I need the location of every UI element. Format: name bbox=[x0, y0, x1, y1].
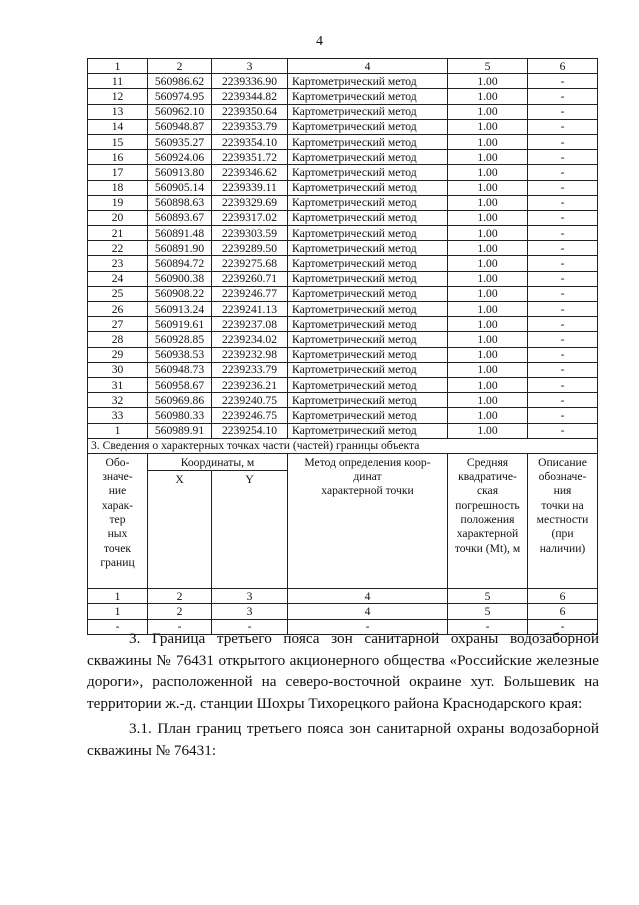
y-coordinate-cell: 2239275.68 bbox=[212, 256, 288, 271]
description-cell: - bbox=[528, 210, 598, 225]
description-cell: - bbox=[528, 377, 598, 392]
table-row bbox=[88, 332, 598, 347]
column-number-cell: 6 bbox=[528, 59, 598, 74]
section-title-row bbox=[88, 438, 598, 453]
description-cell: - bbox=[528, 423, 598, 438]
description-cell: - bbox=[528, 286, 598, 301]
x-coordinate-cell: 560908.22 bbox=[148, 286, 212, 301]
point-number-cell: 24 bbox=[88, 271, 148, 286]
description-cell: - bbox=[528, 104, 598, 119]
section-3-cell: 6 bbox=[528, 589, 598, 604]
point-number-cell: 32 bbox=[88, 393, 148, 408]
x-coordinate-cell: 560948.87 bbox=[148, 119, 212, 134]
x-coordinate-cell: 560893.67 bbox=[148, 210, 212, 225]
description-cell: - bbox=[528, 134, 598, 149]
section-3-cell: - bbox=[528, 619, 598, 634]
table-row bbox=[88, 589, 598, 604]
description-cell: - bbox=[528, 195, 598, 210]
y-coordinate-cell: 2239346.62 bbox=[212, 165, 288, 180]
page-number: 4 bbox=[316, 34, 323, 49]
table-row bbox=[88, 165, 598, 180]
method-cell: Картометрический метод bbox=[288, 180, 448, 195]
method-cell: Картометрический метод bbox=[288, 74, 448, 89]
section-3-cell: 2 bbox=[148, 604, 212, 619]
paragraph-3-1-text: 3.1. План границ третьего пояса зон санитарной охраны водозаборной скважины № 76431: bbox=[87, 720, 599, 759]
x-coordinate-cell: 560898.63 bbox=[148, 195, 212, 210]
column-number-cell: 1 bbox=[88, 59, 148, 74]
x-coordinate-cell: 560891.90 bbox=[148, 241, 212, 256]
y-coordinate-cell: 2239344.82 bbox=[212, 89, 288, 104]
precision-cell: 1.00 bbox=[448, 347, 528, 362]
section-3-cell: - bbox=[212, 619, 288, 634]
x-coordinate-cell: 560969.86 bbox=[148, 393, 212, 408]
table-row bbox=[88, 362, 598, 377]
y-coordinate-cell: 2239339.11 bbox=[212, 180, 288, 195]
precision-cell: 1.00 bbox=[448, 150, 528, 165]
precision-cell: 1.00 bbox=[448, 165, 528, 180]
description-cell: - bbox=[528, 302, 598, 317]
paragraph-3 bbox=[87, 628, 599, 714]
paragraph-3-text: 3. Граница третьего пояса зон санитарной охраны водозаборной скважины № 76431 открытого акционерного общества «Российские железные дороги», расположенной на северо-восточной окраине хут. Большевик на территории ж.-д. станции Шохры Тихорецкого района Краснодарского края: bbox=[87, 630, 599, 712]
x-coordinate-cell: 560948.73 bbox=[148, 362, 212, 377]
table-row bbox=[88, 604, 598, 619]
table-row bbox=[88, 180, 598, 195]
method-cell: Картометрический метод bbox=[288, 165, 448, 180]
column-number-row bbox=[88, 59, 598, 74]
y-coordinate-cell: 2239317.02 bbox=[212, 210, 288, 225]
description-cell: - bbox=[528, 180, 598, 195]
table-row bbox=[88, 195, 598, 210]
column-number-cell: 2 bbox=[148, 59, 212, 74]
y-coordinate-cell: 2239234.02 bbox=[212, 332, 288, 347]
method-cell: Картометрический метод bbox=[288, 104, 448, 119]
method-cell: Картометрический метод bbox=[288, 286, 448, 301]
section-3-cell: - bbox=[448, 619, 528, 634]
table-row bbox=[88, 104, 598, 119]
table-row bbox=[88, 393, 598, 408]
method-cell: Картометрический метод bbox=[288, 150, 448, 165]
y-coordinate-cell: 2239303.59 bbox=[212, 226, 288, 241]
point-number-cell: 31 bbox=[88, 377, 148, 392]
x-coordinate-cell: 560962.10 bbox=[148, 104, 212, 119]
x-coordinate-cell: 560913.24 bbox=[148, 302, 212, 317]
table-row bbox=[88, 256, 598, 271]
precision-cell: 1.00 bbox=[448, 302, 528, 317]
header-coordinates: Координаты, м bbox=[148, 453, 288, 470]
table-row bbox=[88, 74, 598, 89]
method-cell: Картометрический метод bbox=[288, 393, 448, 408]
point-number-cell: 27 bbox=[88, 317, 148, 332]
y-coordinate-cell: 2239233.79 bbox=[212, 362, 288, 377]
point-number-cell: 18 bbox=[88, 180, 148, 195]
precision-cell: 1.00 bbox=[448, 210, 528, 225]
point-number-cell: 33 bbox=[88, 408, 148, 423]
coordinates-table bbox=[87, 58, 598, 635]
y-coordinate-cell: 2239246.77 bbox=[212, 286, 288, 301]
y-coordinate-cell: 2239237.08 bbox=[212, 317, 288, 332]
x-coordinate-cell: 560891.48 bbox=[148, 226, 212, 241]
description-cell: - bbox=[528, 347, 598, 362]
point-number-cell: 11 bbox=[88, 74, 148, 89]
precision-cell: 1.00 bbox=[448, 89, 528, 104]
table-row bbox=[88, 347, 598, 362]
method-cell: Картометрический метод bbox=[288, 271, 448, 286]
section-3-cell: 5 bbox=[448, 589, 528, 604]
method-cell: Картометрический метод bbox=[288, 119, 448, 134]
precision-cell: 1.00 bbox=[448, 362, 528, 377]
description-cell: - bbox=[528, 256, 598, 271]
precision-cell: 1.00 bbox=[448, 180, 528, 195]
precision-cell: 1.00 bbox=[448, 286, 528, 301]
point-number-cell: 20 bbox=[88, 210, 148, 225]
precision-cell: 1.00 bbox=[448, 226, 528, 241]
description-cell: - bbox=[528, 150, 598, 165]
y-coordinate-cell: 2239329.69 bbox=[212, 195, 288, 210]
table-row bbox=[88, 89, 598, 104]
method-cell: Картометрический метод bbox=[288, 89, 448, 104]
description-cell: - bbox=[528, 119, 598, 134]
precision-cell: 1.00 bbox=[448, 119, 528, 134]
method-cell: Картометрический метод bbox=[288, 302, 448, 317]
table-row bbox=[88, 119, 598, 134]
method-cell: Картометрический метод bbox=[288, 134, 448, 149]
point-number-cell: 22 bbox=[88, 241, 148, 256]
x-coordinate-cell: 560900.38 bbox=[148, 271, 212, 286]
description-cell: - bbox=[528, 241, 598, 256]
section-3-cell: 2 bbox=[148, 589, 212, 604]
section-3-cell: 1 bbox=[88, 589, 148, 604]
x-coordinate-cell: 560928.85 bbox=[148, 332, 212, 347]
x-coordinate-cell: 560894.72 bbox=[148, 256, 212, 271]
x-coordinate-cell: 560905.14 bbox=[148, 180, 212, 195]
table-row bbox=[88, 210, 598, 225]
section-3-cell: 3 bbox=[212, 589, 288, 604]
point-number-cell: 16 bbox=[88, 150, 148, 165]
point-number-cell: 14 bbox=[88, 119, 148, 134]
x-coordinate-cell: 560989.91 bbox=[148, 423, 212, 438]
x-coordinate-cell: 560919.61 bbox=[148, 317, 212, 332]
method-cell: Картометрический метод bbox=[288, 226, 448, 241]
x-coordinate-cell: 560924.06 bbox=[148, 150, 212, 165]
header-description: Описание обозначе- ния точки на местности (при наличии) bbox=[528, 453, 598, 588]
point-number-cell: 25 bbox=[88, 286, 148, 301]
precision-cell: 1.00 bbox=[448, 423, 528, 438]
point-number-cell: 30 bbox=[88, 362, 148, 377]
description-cell: - bbox=[528, 408, 598, 423]
y-coordinate-cell: 2239353.79 bbox=[212, 119, 288, 134]
point-number-cell: 23 bbox=[88, 256, 148, 271]
header-precision: Средняя квадратиче- ская погрешность положения характерной точки (Mt), м bbox=[448, 453, 528, 588]
header-y: Y bbox=[212, 471, 288, 589]
description-cell: - bbox=[528, 393, 598, 408]
method-cell: Картометрический метод bbox=[288, 362, 448, 377]
precision-cell: 1.00 bbox=[448, 393, 528, 408]
y-coordinate-cell: 2239289.50 bbox=[212, 241, 288, 256]
y-coordinate-cell: 2239260.71 bbox=[212, 271, 288, 286]
precision-cell: 1.00 bbox=[448, 241, 528, 256]
precision-cell: 1.00 bbox=[448, 332, 528, 347]
x-coordinate-cell: 560913.80 bbox=[148, 165, 212, 180]
table-row bbox=[88, 286, 598, 301]
column-number-cell: 5 bbox=[448, 59, 528, 74]
y-coordinate-cell: 2239336.90 bbox=[212, 74, 288, 89]
table-row bbox=[88, 408, 598, 423]
section-3-cell: 4 bbox=[288, 604, 448, 619]
description-cell: - bbox=[528, 362, 598, 377]
method-cell: Картометрический метод bbox=[288, 195, 448, 210]
method-cell: Картометрический метод bbox=[288, 423, 448, 438]
method-cell: Картометрический метод bbox=[288, 332, 448, 347]
y-coordinate-cell: 2239241.13 bbox=[212, 302, 288, 317]
section-3-cell: 6 bbox=[528, 604, 598, 619]
y-coordinate-cell: 2239254.10 bbox=[212, 423, 288, 438]
section-3-cell: 4 bbox=[288, 589, 448, 604]
table-row bbox=[88, 150, 598, 165]
precision-cell: 1.00 bbox=[448, 256, 528, 271]
description-cell: - bbox=[528, 165, 598, 180]
point-number-cell: 21 bbox=[88, 226, 148, 241]
method-cell: Картометрический метод bbox=[288, 317, 448, 332]
point-number-cell: 13 bbox=[88, 104, 148, 119]
point-number-cell: 29 bbox=[88, 347, 148, 362]
description-cell: - bbox=[528, 226, 598, 241]
table-row bbox=[88, 134, 598, 149]
y-coordinate-cell: 2239232.98 bbox=[212, 347, 288, 362]
description-cell: - bbox=[528, 332, 598, 347]
paragraph-3-1 bbox=[87, 718, 599, 761]
x-coordinate-cell: 560980.33 bbox=[148, 408, 212, 423]
method-cell: Картометрический метод bbox=[288, 377, 448, 392]
column-number-cell: 3 bbox=[212, 59, 288, 74]
y-coordinate-cell: 2239240.75 bbox=[212, 393, 288, 408]
precision-cell: 1.00 bbox=[448, 104, 528, 119]
method-cell: Картометрический метод bbox=[288, 210, 448, 225]
y-coordinate-cell: 2239351.72 bbox=[212, 150, 288, 165]
section-3-cell: 3 bbox=[212, 604, 288, 619]
table-row bbox=[88, 302, 598, 317]
header-point-designation: Обо- значе- ние харак- тер ных точек границ bbox=[88, 453, 148, 588]
precision-cell: 1.00 bbox=[448, 271, 528, 286]
section-3-cell: - bbox=[288, 619, 448, 634]
point-number-cell: 19 bbox=[88, 195, 148, 210]
table-row bbox=[88, 377, 598, 392]
method-cell: Картометрический метод bbox=[288, 408, 448, 423]
y-coordinate-cell: 2239246.75 bbox=[212, 408, 288, 423]
precision-cell: 1.00 bbox=[448, 74, 528, 89]
section-3-cell: - bbox=[88, 619, 148, 634]
section-3-title: 3. Сведения о характерных точках части (частей) границы объекта bbox=[88, 438, 598, 453]
precision-cell: 1.00 bbox=[448, 195, 528, 210]
point-number-cell: 15 bbox=[88, 134, 148, 149]
precision-cell: 1.00 bbox=[448, 134, 528, 149]
header-x: X bbox=[148, 471, 212, 589]
y-coordinate-cell: 2239354.10 bbox=[212, 134, 288, 149]
table-row bbox=[88, 226, 598, 241]
x-coordinate-cell: 560974.95 bbox=[148, 89, 212, 104]
method-cell: Картометрический метод bbox=[288, 256, 448, 271]
precision-cell: 1.00 bbox=[448, 317, 528, 332]
x-coordinate-cell: 560986.62 bbox=[148, 74, 212, 89]
x-coordinate-cell: 560938.53 bbox=[148, 347, 212, 362]
section-3-header-row bbox=[88, 453, 598, 470]
table-row bbox=[88, 241, 598, 256]
precision-cell: 1.00 bbox=[448, 408, 528, 423]
description-cell: - bbox=[528, 271, 598, 286]
table-row bbox=[88, 317, 598, 332]
point-number-cell: 17 bbox=[88, 165, 148, 180]
description-cell: - bbox=[528, 74, 598, 89]
method-cell: Картометрический метод bbox=[288, 347, 448, 362]
y-coordinate-cell: 2239350.64 bbox=[212, 104, 288, 119]
section-3-cell: 5 bbox=[448, 604, 528, 619]
y-coordinate-cell: 2239236.21 bbox=[212, 377, 288, 392]
x-coordinate-cell: 560958.67 bbox=[148, 377, 212, 392]
section-3-cell: - bbox=[148, 619, 212, 634]
description-cell: - bbox=[528, 89, 598, 104]
point-number-cell: 12 bbox=[88, 89, 148, 104]
point-number-cell: 28 bbox=[88, 332, 148, 347]
x-coordinate-cell: 560935.27 bbox=[148, 134, 212, 149]
precision-cell: 1.00 bbox=[448, 377, 528, 392]
point-number-cell: 26 bbox=[88, 302, 148, 317]
table-row bbox=[88, 423, 598, 438]
description-cell: - bbox=[528, 317, 598, 332]
column-number-cell: 4 bbox=[288, 59, 448, 74]
method-cell: Картометрический метод bbox=[288, 241, 448, 256]
header-method: Метод определения коор- динат характерной точки bbox=[288, 453, 448, 588]
table-row bbox=[88, 271, 598, 286]
point-number-cell: 1 bbox=[88, 423, 148, 438]
section-3-cell: 1 bbox=[88, 604, 148, 619]
